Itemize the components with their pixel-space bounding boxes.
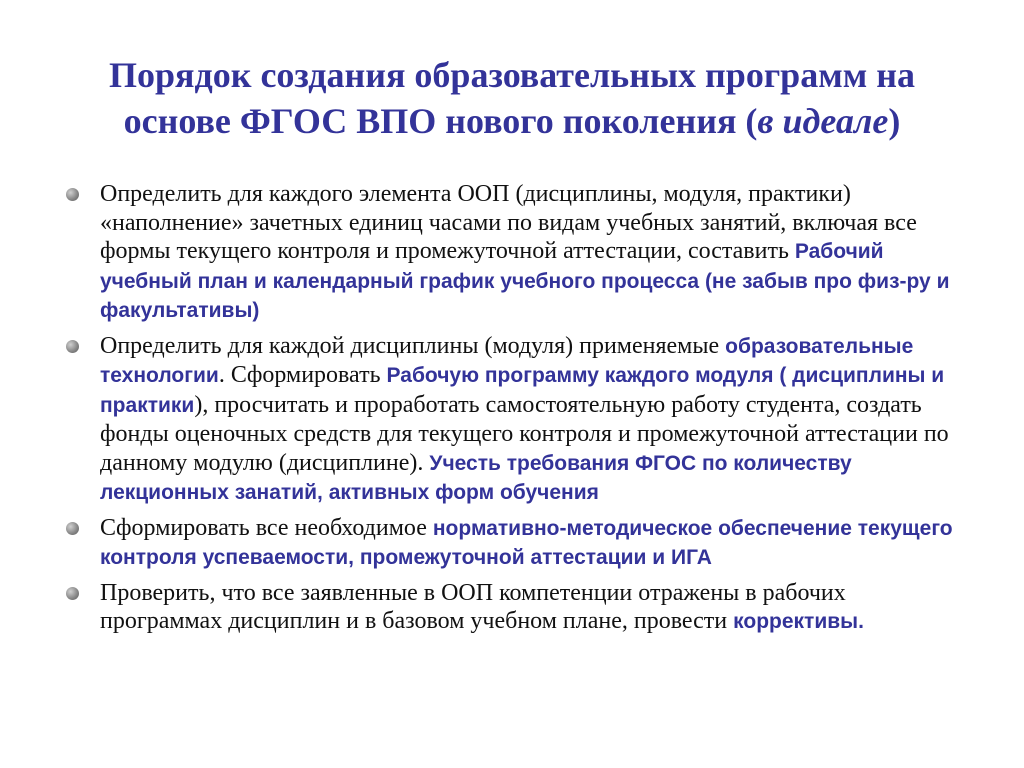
- slide-title: [40, 52, 984, 144]
- bullet-2-text-1: Определить для каждой дисциплины (модуля) применяемые: [100, 332, 726, 359]
- bullet-item-check: [66, 579, 966, 637]
- bullet-3-text: Сформировать все необходимое: [100, 514, 433, 541]
- bullet-dot-icon: [66, 522, 79, 535]
- title-line-1: Порядок создания образовательных программ на: [109, 55, 915, 95]
- bullet-dot-icon: [66, 340, 79, 353]
- title-line-2: [40, 98, 984, 144]
- bullet-item-normative: [66, 514, 966, 573]
- title-ideal-italic: в идеале: [757, 101, 889, 141]
- bullet-2-text-3: ), просчитать и проработать самостоятельную работу студента, создать фонды оценочных средств для текущего контроля и промежуточной аттестации по данному модулю (дисциплине).: [100, 391, 949, 476]
- bullet-item-study-plan: [66, 180, 966, 326]
- bullet-1-highlight: Рабочий учебный план и календарный график учебного процесса (не забыв про физ-ру и факультативы): [100, 240, 950, 322]
- bullet-2-highlight-1: образовательные технологии: [100, 334, 914, 387]
- bullet-2-highlight-2: Рабочую программу каждого модуля ( дисциплины и практики: [100, 364, 945, 417]
- title-line-2-start: основе ФГОС ВПО нового поколения (: [123, 101, 758, 141]
- bullet-4-text: Проверить, что все заявленные в ООП компетенции отражены в рабочих программах дисциплин и в базовом учебном плане, провести: [100, 579, 846, 634]
- title-line-2-end: ): [888, 101, 901, 141]
- bullet-item-work-program: [66, 332, 966, 508]
- bullet-2-text-2: . Сформировать: [218, 362, 387, 388]
- bullet-1-text: Определить для каждого элемента ООП (дисциплины, модуля, практики) «наполнение» зачетных единиц часами по видам учебных занятий, включая все формы текущего контроля и промежуточной аттестации, составить: [100, 181, 917, 264]
- bullet-list: [66, 180, 966, 643]
- bullet-3-highlight: нормативно-методическое обеспечение текущего контроля успеваемости, промежуточной аттестации и ИГА: [100, 516, 953, 569]
- bullet-dot-icon: [66, 188, 79, 201]
- bullet-2-highlight-3: Учесть требования ФГОС по количеству лекционных занатий, активных форм обучения: [100, 451, 852, 504]
- bullet-4-highlight: коррективы.: [733, 610, 864, 633]
- bullet-dot-icon: [66, 587, 79, 600]
